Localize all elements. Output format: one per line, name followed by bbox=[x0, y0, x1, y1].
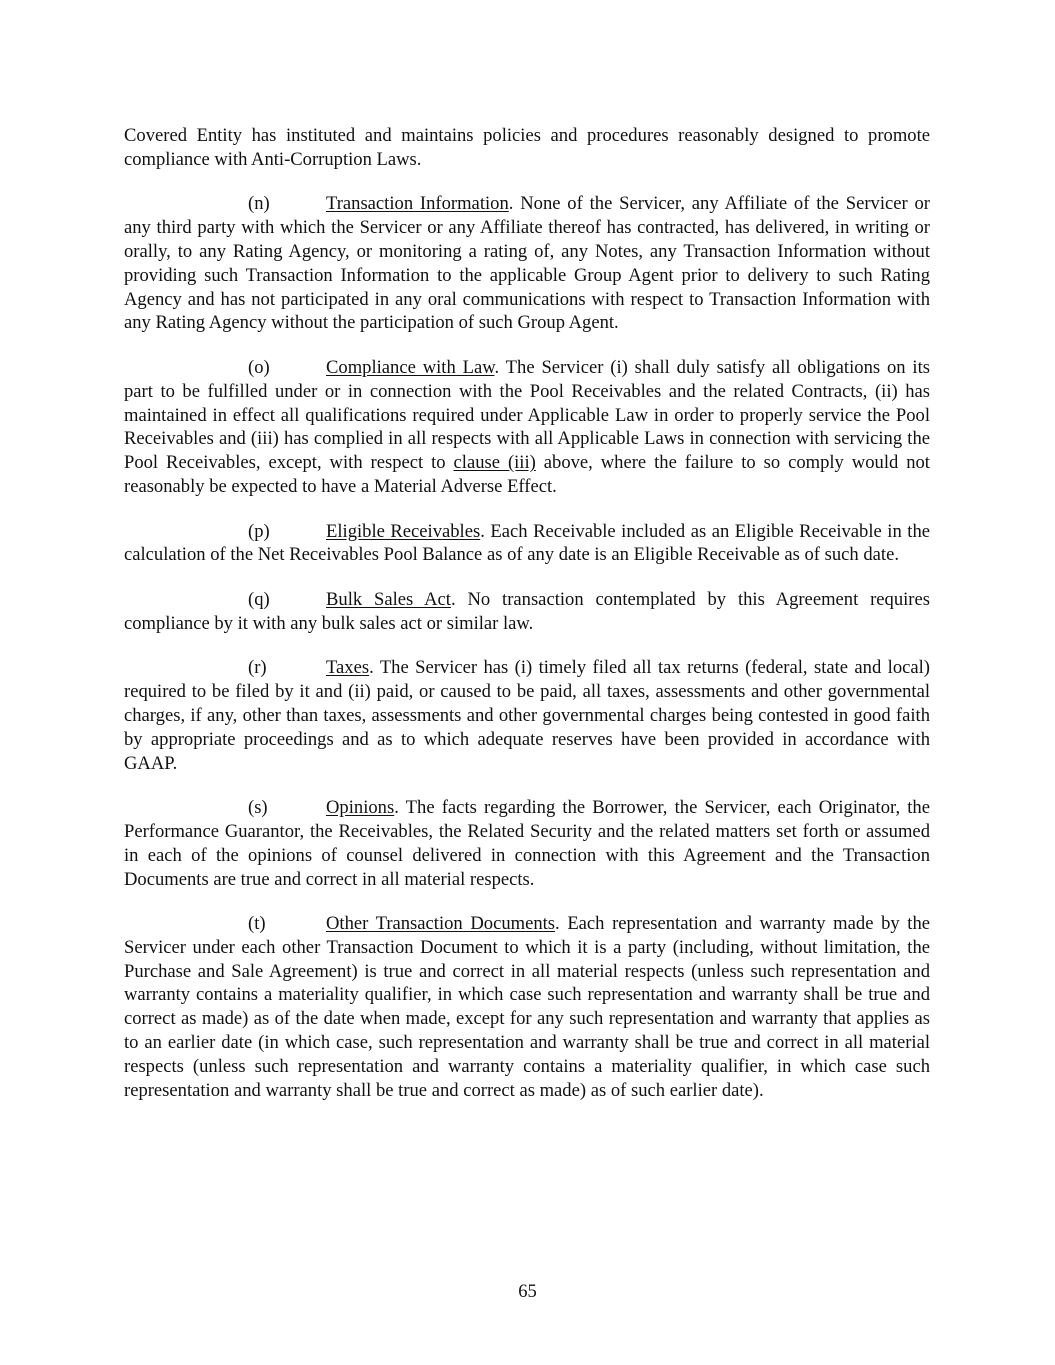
section-q-heading: Bulk Sales Act bbox=[326, 588, 451, 610]
intro-paragraph bbox=[124, 124, 930, 172]
section-o-heading: Compliance with Law bbox=[326, 356, 495, 378]
section-o-clause-ref: clause (iii) bbox=[453, 452, 536, 474]
section-n-label: (n) bbox=[248, 193, 270, 215]
section-s-label: (s) bbox=[248, 797, 268, 819]
document-page bbox=[124, 124, 930, 1123]
section-s-body: . The facts regarding the Borrower, the Servicer, each Originator, the Performance Guarantor, the Receivables, the Related Security and the related matters set forth or assumed in each of the opinions of counsel delivered in connection with this Agreement and the Transaction Documents are true and correct in all material respects. bbox=[124, 797, 930, 890]
section-r-paragraph bbox=[124, 656, 930, 775]
section-q-label: (q) bbox=[248, 588, 270, 610]
section-o-body-before: . The Servicer (i) shall duly satisfy all obligations on its part to be fulfilled under or in connection with the Pool Receivables and the related Contracts, (ii) has maintained in effect all qualifications required under Applicable Law in order to properly service the Pool Receivables and (iii) has complied in all respects with all Applicable Laws in connection with servicing the Pool Receivables, except, with respect to bbox=[124, 356, 931, 474]
section-r-heading: Taxes bbox=[326, 657, 370, 679]
section-o-paragraph bbox=[124, 356, 930, 499]
section-s-paragraph bbox=[124, 796, 930, 891]
intro-text: Covered Entity has instituted and maintains policies and procedures reasonably designed to promote compliance with Anti-Corruption Laws. bbox=[124, 125, 930, 170]
section-r-body: . The Servicer has (i) timely filed all tax returns (federal, state and local) required to be filed by it and (ii) paid, or caused to be paid, all taxes, assessments and other governmental charges, if any, other than taxes, assessments and other governmental charges being contested in good faith by appropriate proceedings and as to which adequate reserves have been provided in accordance with GAAP. bbox=[124, 657, 930, 774]
section-t-paragraph bbox=[124, 912, 930, 1102]
section-r-label: (r) bbox=[248, 657, 267, 679]
section-q-paragraph bbox=[124, 588, 930, 636]
section-p-heading: Eligible Receivables bbox=[326, 520, 481, 542]
section-n-paragraph bbox=[124, 192, 930, 335]
page-number: 65 bbox=[518, 1281, 537, 1302]
section-o-label: (o) bbox=[248, 356, 270, 378]
section-n-body: . None of the Servicer, any Affiliate of the Servicer or any third party with which the Servicer or any Affiliate thereof has contracted, has delivered, in writing or orally, to any Rating Agency, or monitoring a rating of, any Notes, any Transaction Information without providing such Transaction Information to the applicable Group Agent prior to delivery to such Rating Agency and has not participated in any oral communications with respect to Transaction Information with any Rating Agency without the participation of such Group Agent. bbox=[124, 193, 930, 334]
section-p-label: (p) bbox=[248, 520, 270, 542]
section-t-heading: Other Transaction Documents bbox=[326, 913, 556, 935]
section-s-heading: Opinions bbox=[326, 797, 395, 819]
section-n-heading: Transaction Information bbox=[326, 193, 509, 215]
section-q-body: . No transaction contemplated by this Agreement requires compliance by it with any bulk sales act or similar law. bbox=[124, 588, 930, 634]
section-p-body: . Each Receivable included as an Eligible Receivable in the calculation of the Net Receivables Pool Balance as of any date is an Eligible Receivable as of such date. bbox=[124, 520, 930, 566]
section-t-label: (t) bbox=[248, 913, 266, 935]
section-o-body-after: above, where the failure to so comply would not reasonably be expected to have a Material Adverse Effect. bbox=[124, 452, 930, 497]
section-t-body: . Each representation and warranty made by the Servicer under each other Transaction Document to which it is a party (including, without limitation, the Purchase and Sale Agreement) is true and correct in all material respects (unless such representation and warranty contains a materiality qualifier, in which case such representation and warranty shall be true and correct as made) as of the date when made, except for any such representation and warranty that applies as to an earlier date (in which case, such representation and warranty shall be true and correct in all material respects (unless such representation and warranty contains a materiality qualifier, in which case such representation and warranty shall be true and correct as made) as of such earlier date). bbox=[124, 913, 930, 1101]
section-p-paragraph bbox=[124, 520, 930, 568]
